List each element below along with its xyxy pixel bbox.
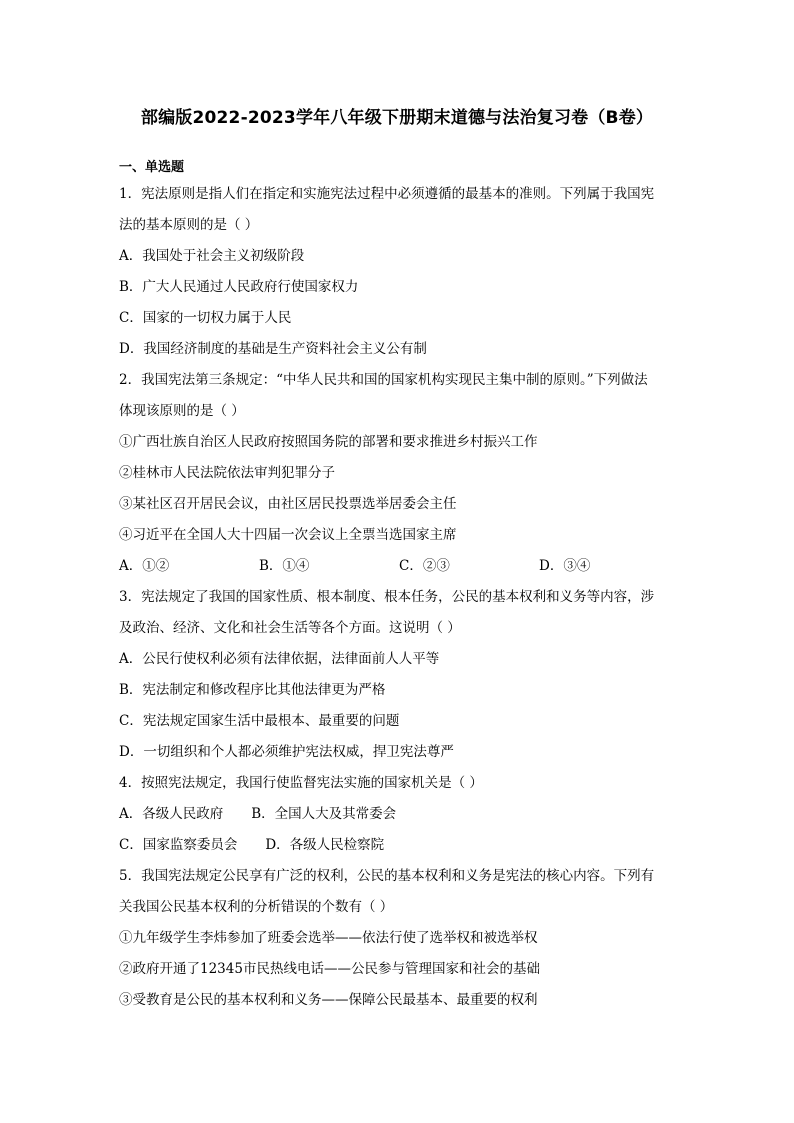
question-2-option-b: B．①④ — [259, 558, 310, 574]
question-1-option-d: D．我国经济制度的基础是生产资料社会主义公有制 — [119, 341, 427, 357]
question-2-item-2: ②桂林市人民法院依法审判犯罪分子 — [119, 465, 335, 481]
question-1-stem-line-2: 法的基本原则的是（ ） — [119, 217, 259, 233]
exam-content — [119, 157, 679, 1016]
question-5-stem-line-1: 5．我国宪法规定公民享有广泛的权利，公民的基本权利和义务是宪法的核心内容。下列有 — [119, 868, 655, 884]
question-5 — [119, 861, 679, 1016]
question-4-option-b: B．全国人大及其常委会 — [251, 806, 397, 822]
question-5-stem-line-2: 关我国公民基本权利的分析错误的个数有（ ） — [119, 899, 394, 915]
question-2-option-d: D．③④ — [539, 558, 591, 574]
question-2-options — [119, 551, 679, 582]
question-4-stem: 4．按照宪法规定，我国行使监督宪法实施的国家机关是（ ） — [119, 775, 483, 791]
question-4-option-d: D．各级人民检察院 — [265, 837, 385, 853]
question-3-option-c: C．宪法规定国家生活中最根本、最重要的问题 — [119, 713, 400, 729]
question-1 — [119, 179, 679, 365]
question-3-stem-line-2: 及政治、经济、文化和社会生活等各个方面。这说明（ ） — [119, 620, 461, 636]
question-3-option-d: D．一切组织和个人都必须维护宪法权威，捍卫宪法尊严 — [119, 744, 454, 760]
question-2-option-a: A．①② — [119, 558, 170, 574]
question-4-options-row-2 — [119, 830, 679, 861]
question-2 — [119, 365, 679, 582]
question-3-stem-line-1: 3．宪法规定了我国的国家性质、根本制度、根本任务，公民的基本权利和义务等内容，涉 — [119, 589, 655, 605]
question-1-option-a: A．我国处于社会主义初级阶段 — [119, 248, 305, 264]
question-3 — [119, 582, 679, 768]
question-2-item-3: ③某社区召开居民会议，由社区居民投票选举居委会主任 — [119, 496, 457, 512]
question-1-option-b: B．广大人民通过人民政府行使国家权力 — [119, 279, 359, 295]
section-heading: 一、单选题 — [119, 160, 185, 175]
question-3-option-a: A．公民行使权利必须有法律依据，法律面前人人平等 — [119, 651, 440, 667]
question-5-item-1: ①九年级学生李炜参加了班委会选举——依法行使了选举权和被选举权 — [119, 930, 538, 946]
question-2-item-4: ④习近平在全国人大十四届一次会议上全票当选国家主席 — [119, 527, 457, 543]
question-4-options-row-1 — [119, 799, 679, 830]
question-5-item-2: ②政府开通了12345市民热线电话——公民参与管理国家和社会的基础 — [119, 961, 540, 977]
question-1-stem-line-1: 1．宪法原则是指人们在指定和实施宪法过程中必须遵循的最基本的准则。下列属于我国宪 — [119, 186, 655, 202]
question-2-option-c: C．②③ — [399, 558, 450, 574]
question-4-option-c: C．国家监察委员会 — [119, 837, 238, 853]
question-3-option-b: B．宪法制定和修改程序比其他法律更为严格 — [119, 682, 386, 698]
question-4 — [119, 768, 679, 861]
question-5-item-3: ③受教育是公民的基本权利和义务——保障公民最基本、最重要的权利 — [119, 992, 538, 1008]
question-4-option-a: A．各级人民政府 — [119, 806, 224, 822]
question-2-stem-line-1: 2．我国宪法第三条规定：“中华人民共和国的国家机构实现民主集中制的原则。”下列做法 — [119, 372, 648, 388]
question-2-item-1: ①广西壮族自治区人民政府按照国务院的部署和要求推进乡村振兴工作 — [119, 434, 538, 450]
question-2-stem-line-2: 体现该原则的是（ ） — [119, 403, 245, 419]
page-title: 部编版2022-2023学年八年级下册期末道德与法治复习卷（B卷） — [140, 108, 654, 128]
question-1-option-c: C．国家的一切权力属于人民 — [119, 310, 292, 326]
